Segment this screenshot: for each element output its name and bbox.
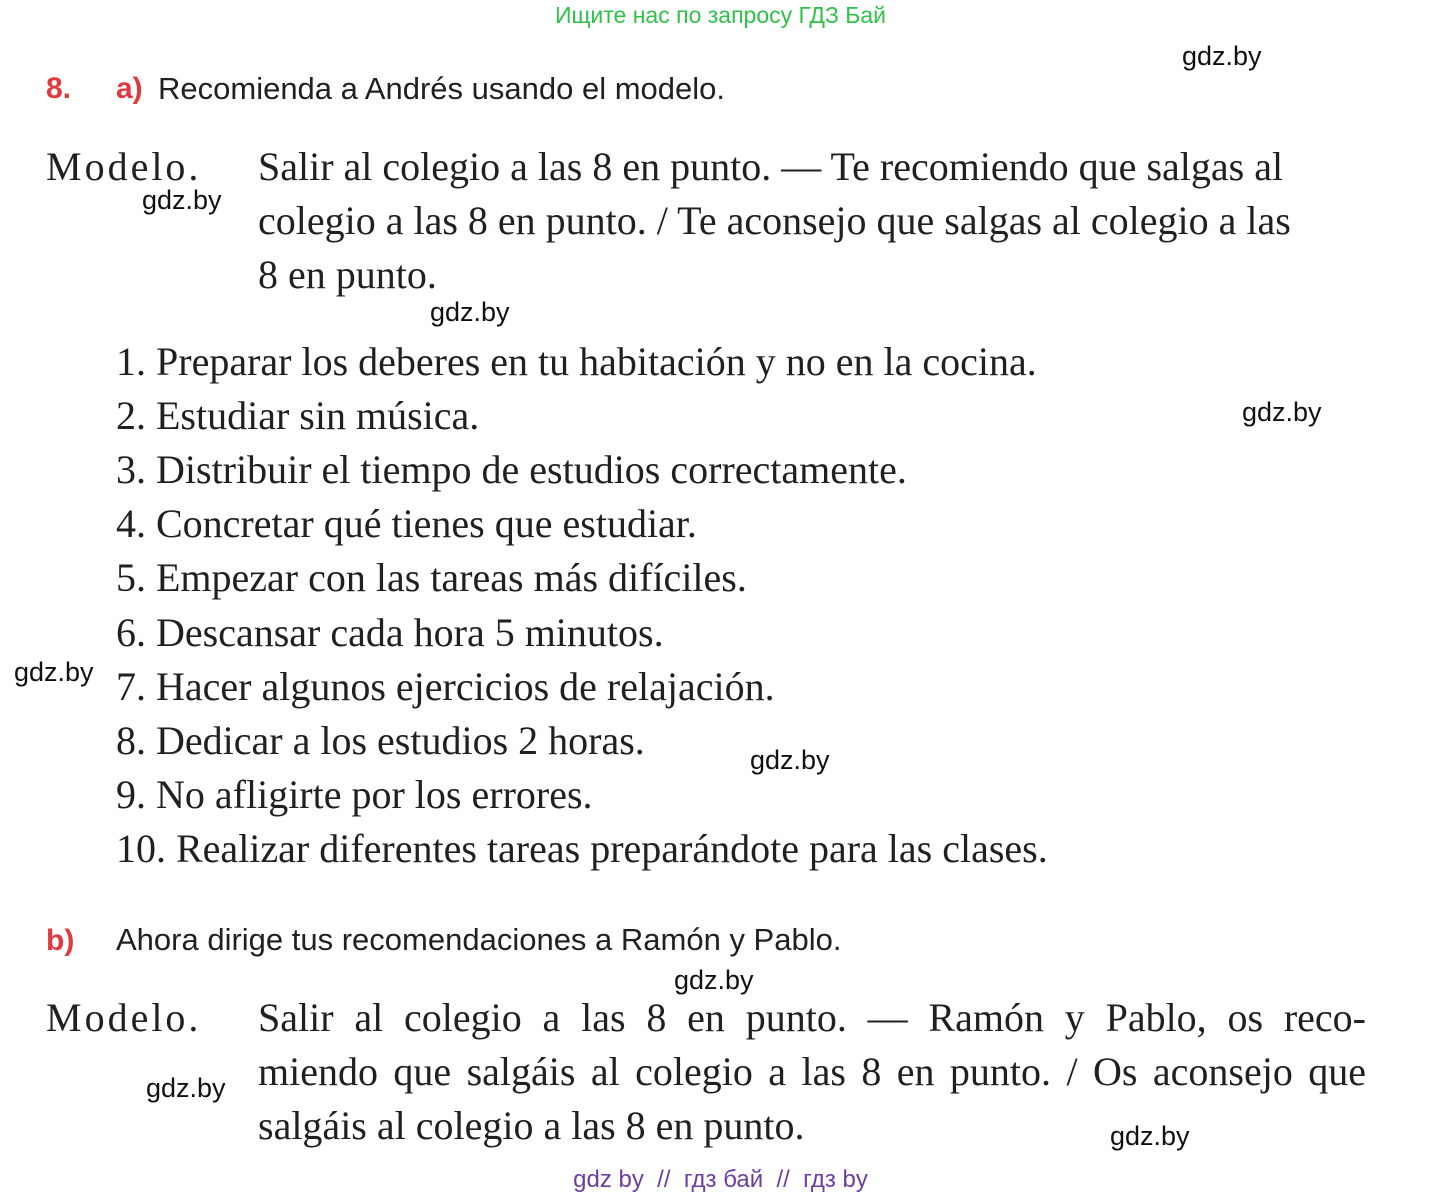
part-b-modelo-label: Modelo. [46, 995, 202, 1040]
part-a-modelo-line-3: 8 en punto. [258, 252, 437, 297]
watermark: gdz.by [146, 1073, 226, 1103]
watermark: gdz.by [142, 185, 222, 215]
top-banner: Ищите нас по запросу ГДЗ Бай [554, 2, 887, 28]
list-item: 5. Empezar con las tareas más difíciles. [116, 555, 747, 600]
list-item: 10. Realizar diferentes tareas preparándote para las clases. [116, 826, 1048, 871]
watermark: gdz.by [1110, 1121, 1190, 1151]
list-item: 4. Concretar qué tienes que estudiar. [116, 501, 697, 546]
part-b-modelo-line-2: miendo que salgáis al colegio a las 8 en punto. / Os aconsejo que [258, 1049, 1366, 1094]
watermark: gdz.by [430, 297, 510, 327]
list-item: 3. Distribuir el tiempo de estudios correctamente. [116, 447, 907, 492]
part-b-letter: b) [46, 924, 75, 957]
watermark: gdz.by [674, 965, 754, 995]
part-b-instruction: Ahora dirige tus recomendaciones a Ramón y Pablo. [116, 922, 842, 957]
watermark: gdz.by [750, 745, 830, 775]
part-a-modelo-line-2: colegio a las 8 en punto. / Te aconsejo que salgas al colegio a las [258, 198, 1291, 243]
part-b-modelo-line-3: salgáis al colegio a las 8 en punto. [258, 1103, 805, 1148]
part-a-instruction: Recomienda a Andrés usando el modelo. [158, 71, 725, 106]
part-a-modelo-line-1: Salir al colegio a las 8 en punto. — Te recomiendo que salgas al [258, 144, 1284, 189]
list-item: 8. Dedicar a los estudios 2 horas. [116, 718, 645, 763]
part-a-modelo-label: Modelo. [46, 144, 202, 189]
watermark: gdz.by [1242, 397, 1322, 427]
list-item: 9. No afligirte por los errores. [116, 772, 593, 817]
exercise-number: 8. [46, 72, 72, 105]
watermark: gdz.by [1182, 41, 1262, 71]
list-item: 7. Hacer algunos ejercicios de relajación. [116, 664, 775, 709]
footer-links: gdz by // гдз бай // гдз by [573, 1166, 868, 1193]
part-b-modelo-line-1: Salir al colegio a las 8 en punto. — Ramón y Pablo, os reco- [258, 995, 1366, 1040]
list-item: 1. Preparar los deberes en tu habitación y no en la cocina. [116, 339, 1037, 384]
list-item: 6. Descansar cada hora 5 minutos. [116, 610, 664, 655]
watermark: gdz.by [14, 657, 94, 687]
part-a-letter: a) [116, 72, 143, 105]
list-item: 2. Estudiar sin música. [116, 393, 480, 438]
